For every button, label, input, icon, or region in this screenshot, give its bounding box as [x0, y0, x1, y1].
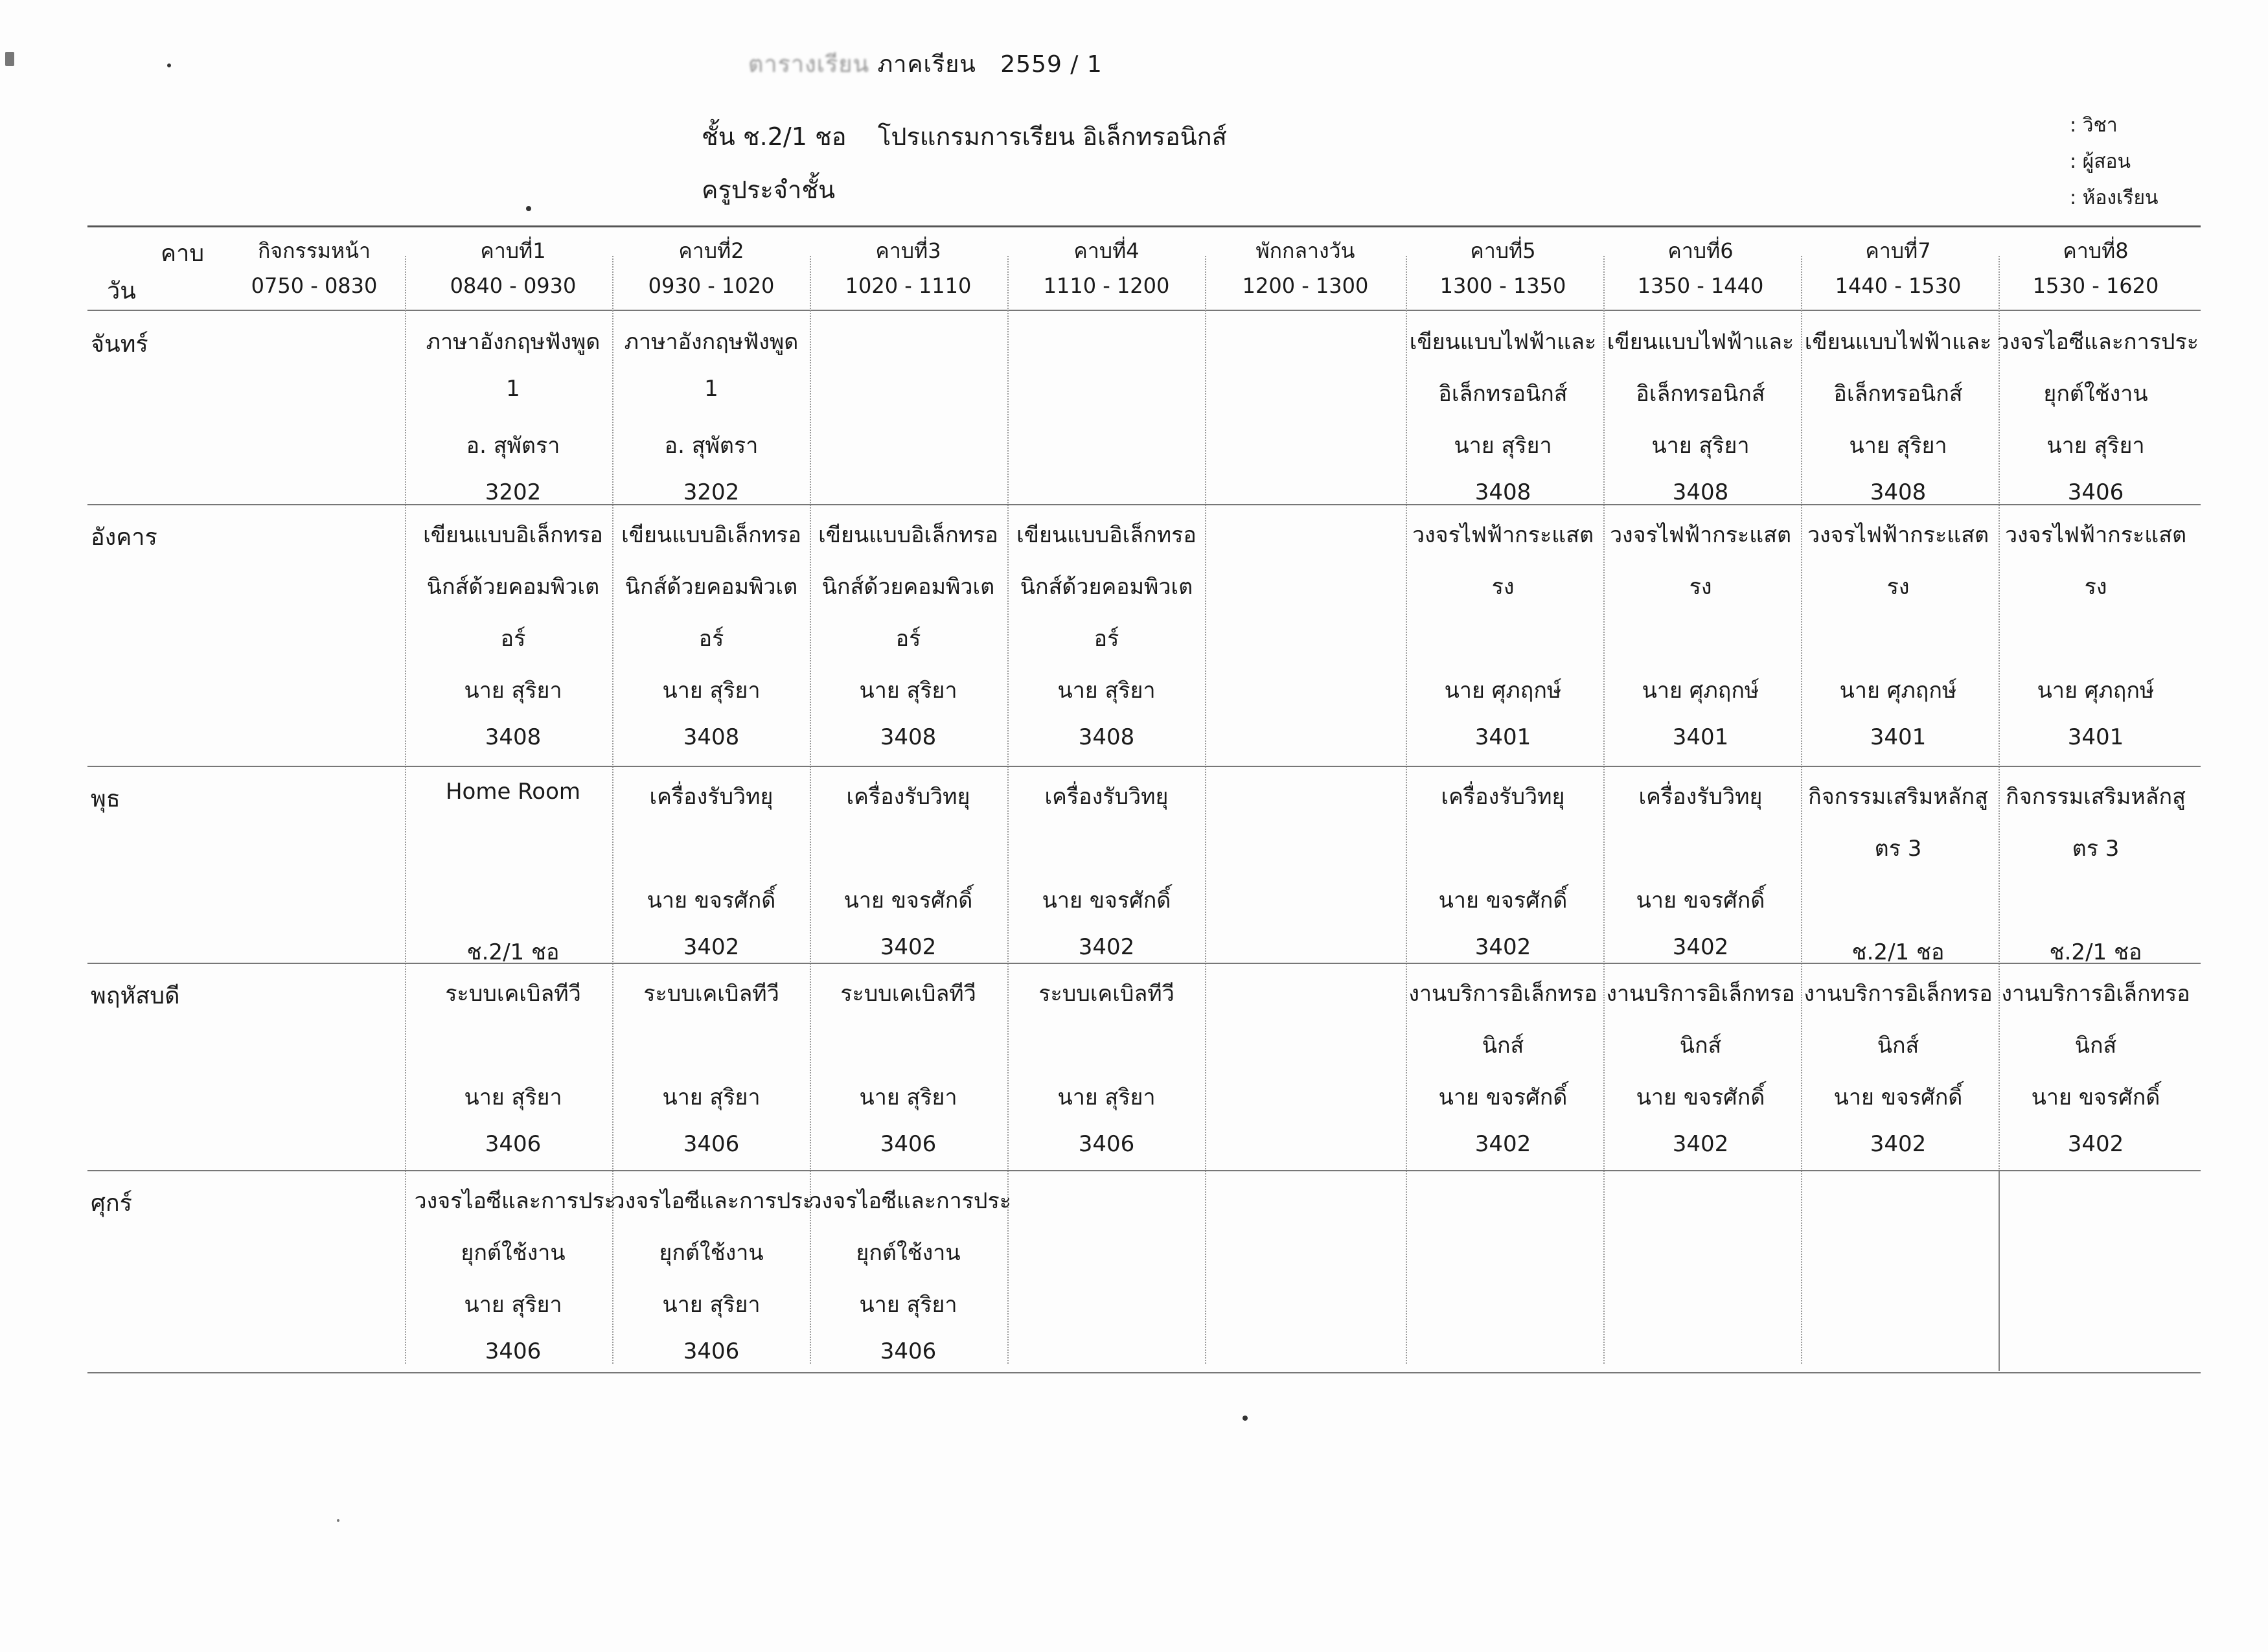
schedule-cell	[612, 1183, 815, 1372]
cell-room: 3202	[485, 479, 542, 505]
column-header	[415, 233, 612, 304]
cell-subject-line: เครื่องรับวิทยุ	[846, 784, 970, 810]
scan-speck	[167, 63, 171, 67]
column-name: คาบที่2	[678, 238, 744, 263]
cell-subject-line: เครื่องรับวิทยุ	[1638, 784, 1763, 810]
schedule-cell	[1404, 976, 1602, 1170]
legend	[2070, 108, 2159, 216]
cell-teacher: นาย ขจรศักดิ์	[1438, 888, 1568, 913]
schedule-cell	[1602, 779, 1800, 963]
cell-subject-line: รง	[1689, 574, 1712, 600]
cell-teacher: นาย ศุภฤกษ์	[1444, 678, 1562, 704]
column-time: 1020 - 1110	[845, 273, 972, 298]
column-name: คาบที่5	[1470, 238, 1536, 263]
cell-subject-line: งานบริการอิเล็กทรอ	[1408, 981, 1598, 1007]
row-divider	[87, 1372, 2201, 1373]
cell-subject-line: วงจรไอซีและการประ	[809, 1188, 1012, 1214]
cell-room: 3406	[683, 1338, 740, 1364]
column-divider	[1999, 1170, 2000, 1371]
cell-subject-line: วงจรไอซีและการประ	[612, 1188, 815, 1214]
cell-subject-line: ภาษาอังกฤษฟังพูด	[426, 329, 601, 355]
scan-speck	[337, 1519, 339, 1522]
cell-subject-line: ตร 3	[1874, 836, 1922, 862]
schedule-cell	[1602, 976, 1800, 1170]
row-divider	[87, 766, 2201, 767]
schedule-cell	[415, 517, 612, 766]
cell-room: 3406	[485, 1131, 542, 1157]
column-time: 0930 - 1020	[648, 273, 775, 298]
cell-teacher: นาย สุริยา	[464, 1292, 562, 1318]
cell-room: 3406	[2067, 479, 2124, 505]
cell-room: 3408	[485, 724, 542, 750]
column-header	[216, 233, 413, 304]
cell-teacher: นาย สุริยา	[859, 1084, 957, 1110]
cell-teacher: นาย ขจรศักดิ์	[2031, 1084, 2160, 1110]
schedule-cell	[1800, 976, 1997, 1170]
cell-room: 3408	[1474, 479, 1531, 505]
cell-teacher: นาย ขจรศักดิ์	[1833, 1084, 1963, 1110]
schedule-cell	[1404, 517, 1602, 766]
cell-subject-line: วงจรไฟฟ้ากระแสต	[1807, 522, 1989, 548]
cell-teacher: นาย สุริยา	[662, 678, 761, 704]
schedule-cell	[810, 517, 1007, 766]
semester-value: 2559 / 1	[1000, 51, 1103, 78]
column-header	[1602, 233, 1800, 304]
cell-room: ช.2/1 ชอ	[2049, 939, 2142, 965]
column-header	[1404, 233, 1602, 304]
cell-room: 3402	[1672, 934, 1729, 960]
cell-subject-line: ยุกต์ใช้งาน	[461, 1240, 566, 1266]
cell-teacher: นาย สุริยา	[859, 1292, 957, 1318]
cell-teacher: นาย ขจรศักดิ์	[1042, 888, 1171, 913]
schedule-cell	[810, 779, 1007, 963]
cell-subject-line: วงจรไฟฟ้ากระแสต	[1609, 522, 1792, 548]
cell-subject-line: กิจกรรมเสริมหลักสู	[1808, 784, 1988, 810]
column-time: 1440 - 1530	[1835, 273, 1962, 298]
cell-subject-line: รง	[1491, 574, 1515, 600]
cell-teacher: นาย สุริยา	[662, 1084, 761, 1110]
scan-speck	[1243, 1416, 1248, 1421]
schedule-cell	[415, 779, 612, 963]
schedule-cell	[1997, 976, 2195, 1170]
cell-subject-line: อิเล็กทรอนิกส์	[1636, 381, 1765, 407]
column-time: 1300 - 1350	[1439, 273, 1566, 298]
cell-subject-line: นิกส์	[1877, 1033, 1919, 1059]
cell-subject-line: ภาษาอังกฤษฟังพูด	[624, 329, 799, 355]
cell-subject-line: นิกส์ด้วยคอมพิวเต	[1020, 574, 1193, 600]
cell-room: 3402	[2067, 1131, 2124, 1157]
cell-teacher: นาย ขจรศักดิ์	[1438, 1084, 1568, 1110]
schedule-cell	[1997, 779, 2195, 963]
cell-room: 3401	[1870, 724, 1927, 750]
cell-subject-line: ยุกต์ใช้งาน	[2043, 381, 2148, 407]
column-name: กิจกรรมหน้า	[258, 238, 371, 263]
cell-subject-line: งานบริการอิเล็กทรอ	[1606, 981, 1795, 1007]
schedule-cell	[1008, 976, 1206, 1170]
cell-room: 3406	[880, 1131, 937, 1157]
legend-teacher: : ผู้สอน	[2070, 150, 2131, 173]
schedule-cell	[1404, 324, 1602, 504]
scan-speck	[526, 206, 531, 211]
cell-subject-line: นิกส์	[2074, 1033, 2117, 1059]
cell-subject-line: รง	[2084, 574, 2107, 600]
cell-teacher: นาย ขจรศักดิ์	[1636, 888, 1765, 913]
cell-teacher: อ. สุพัตรา	[466, 433, 560, 459]
cell-subject-line: เขียนแบบไฟฟ้าและ	[1607, 329, 1794, 355]
cell-teacher: นาย สุริยา	[464, 678, 562, 704]
cell-subject-line: เครื่องรับวิทยุ	[649, 784, 773, 810]
day-label: พุธ	[91, 786, 120, 812]
schedule-cell	[810, 976, 1007, 1170]
cell-teacher: นาย สุริยา	[464, 1084, 562, 1110]
cell-subject-line: นิกส์ด้วยคอมพิวเต	[624, 574, 798, 600]
cell-subject-line: เขียนแบบอิเล็กทรอ	[1016, 522, 1197, 548]
program-label: โปรแกรมการเรียน อิเล็กทรอนิกส์	[877, 122, 1227, 151]
cell-teacher: นาย ขจรศักดิ์	[1636, 1084, 1765, 1110]
cell-subject-line: วงจรไอซีและการประ	[1997, 329, 2199, 355]
cell-subject-line: อร์	[500, 626, 526, 652]
cell-room: 3401	[2067, 724, 2124, 750]
cell-subject-line: 1	[506, 376, 520, 402]
column-header	[1800, 233, 1997, 304]
cell-subject-line: งานบริการอิเล็กทรอ	[2001, 981, 2190, 1007]
cell-room: 3202	[683, 479, 740, 505]
cell-subject-line: ระบบเคเบิลทีวี	[1038, 981, 1174, 1007]
legend-subject: : วิชา	[2070, 114, 2118, 137]
cell-subject-line: นิกส์ด้วยคอมพิวเต	[821, 574, 995, 600]
column-header	[1008, 233, 1206, 304]
cell-room: 3402	[1672, 1131, 1729, 1157]
cell-teacher: นาย สุริยา	[1057, 1084, 1156, 1110]
column-header	[1997, 233, 2195, 304]
column-name: พักกลางวัน	[1255, 238, 1355, 263]
class-label: ชั้น ช.2/1 ชอ	[702, 122, 847, 151]
cell-subject-line: ตร 3	[2072, 836, 2120, 862]
cell-room: 3402	[1474, 934, 1531, 960]
schedule-cell	[613, 976, 810, 1170]
schedule-cell	[1008, 517, 1206, 766]
cell-subject-line: Home Room	[445, 779, 581, 805]
cell-teacher: นาย ศุภฤกษ์	[1642, 678, 1759, 704]
cell-teacher: นาย ขจรศักดิ์	[647, 888, 776, 913]
column-name: คาบที่4	[1073, 238, 1140, 263]
cell-room: 3402	[1078, 934, 1135, 960]
cell-subject-line: เขียนแบบอิเล็กทรอ	[423, 522, 603, 548]
schedule-cell	[1800, 779, 1997, 963]
cell-subject-line: อิเล็กทรอนิกส์	[1833, 381, 1963, 407]
schedule-cell	[1602, 517, 1800, 766]
cell-subject-line: ระบบเคเบิลทีวี	[840, 981, 976, 1007]
schedule-cell	[1997, 324, 2199, 505]
homeroom-teacher-label: ครูประจำชั้น	[702, 176, 836, 204]
semester-label: ภาคเรียน	[877, 51, 976, 78]
cell-subject-line: รง	[1886, 574, 1910, 600]
day-label: ศุกร์	[91, 1190, 132, 1217]
cell-subject-line: วงจรไฟฟ้ากระแสต	[1412, 522, 1594, 548]
cell-room: ช.2/1 ชอ	[1851, 939, 1945, 965]
column-name: คาบที่1	[480, 238, 546, 263]
cell-subject-line: นิกส์	[1482, 1033, 1524, 1059]
schedule-cell	[1602, 324, 1800, 504]
cell-subject-line: ระบบเคเบิลทีวี	[445, 981, 581, 1007]
cell-subject-line: เขียนแบบไฟฟ้าและ	[1804, 329, 1992, 355]
schedule-cell	[415, 976, 612, 1170]
schedule-cell	[613, 324, 810, 504]
cell-subject-line: ยุกต์ใช้งาน	[856, 1240, 961, 1266]
class-program-line	[702, 117, 1227, 156]
cell-room: 3406	[683, 1131, 740, 1157]
column-time: 1200 - 1300	[1242, 273, 1369, 298]
cell-room: 3401	[1474, 724, 1531, 750]
cell-subject-line: ยุกต์ใช้งาน	[659, 1240, 764, 1266]
column-name: คาบที่8	[2063, 238, 2129, 263]
cell-subject-line: เขียนแบบอิเล็กทรอ	[621, 522, 801, 548]
cell-subject-line: นิกส์ด้วยคอมพิวเต	[426, 574, 600, 600]
schedule-cell	[809, 1183, 1012, 1372]
cell-room: ช.2/1 ชอ	[466, 939, 560, 965]
cell-teacher: นาย สุริยา	[1849, 433, 1947, 459]
column-time: 1110 - 1200	[1043, 273, 1170, 298]
day-label: อังคาร	[91, 524, 157, 551]
column-time: 0840 - 0930	[450, 273, 577, 298]
day-label: จันทร์	[91, 331, 148, 358]
schedule-cell	[613, 779, 810, 963]
cell-subject-line: เครื่องรับวิทยุ	[1441, 784, 1565, 810]
column-name: คาบที่3	[875, 238, 941, 263]
cell-teacher: นาย ศุภฤกษ์	[1839, 678, 1957, 704]
row-divider	[87, 1170, 2201, 1171]
cell-subject-line: เขียนแบบไฟฟ้าและ	[1409, 329, 1597, 355]
column-time: 0750 - 0830	[251, 273, 378, 298]
cell-subject-line: อร์	[895, 626, 921, 652]
cell-subject-line: วงจรไฟฟ้ากระแสต	[2004, 522, 2187, 548]
column-time: 1530 - 1620	[2032, 273, 2159, 298]
cell-subject-line: 1	[704, 376, 718, 402]
cell-room: 3406	[485, 1338, 542, 1364]
cell-teacher: อ. สุพัตรา	[664, 433, 759, 459]
cell-teacher: นาย สุริยา	[1651, 433, 1750, 459]
column-name: คาบที่7	[1865, 238, 1931, 263]
cell-teacher: นาย ศุภฤกษ์	[2037, 678, 2155, 704]
cell-subject-line: ระบบเคเบิลทีวี	[643, 981, 779, 1007]
cell-teacher: นาย สุริยา	[859, 678, 957, 704]
column-divider	[405, 256, 406, 1364]
legend-room: : ห้องเรียน	[2070, 187, 2159, 209]
schedule-cell	[1404, 779, 1602, 963]
cell-teacher: นาย สุริยา	[662, 1292, 761, 1318]
cell-subject-line: เขียนแบบอิเล็กทรอ	[818, 522, 998, 548]
schedule-cell	[613, 517, 810, 766]
cell-subject-line: อร์	[1094, 626, 1119, 652]
cell-subject-line: กิจกรรมเสริมหลักสู	[2006, 784, 2186, 810]
schedule-cell	[1008, 779, 1206, 963]
cell-room: 3408	[683, 724, 740, 750]
title-smudged: ตารางเรียน	[748, 51, 870, 78]
column-header	[613, 233, 810, 304]
cell-room: 3402	[880, 934, 937, 960]
cell-teacher: นาย สุริยา	[1454, 433, 1552, 459]
cell-teacher: นาย สุริยา	[1057, 678, 1156, 704]
cell-room: 3408	[1078, 724, 1135, 750]
schedule-cell	[1800, 324, 1997, 504]
cell-room: 3408	[1672, 479, 1729, 505]
cell-room: 3402	[1474, 1131, 1531, 1157]
cell-room: 3406	[880, 1338, 937, 1364]
column-time: 1350 - 1440	[1637, 273, 1764, 298]
schedule-cell	[1800, 517, 1997, 766]
schedule-cell	[414, 1183, 617, 1372]
table-top-rule	[87, 225, 2201, 227]
page-title	[748, 45, 1103, 82]
cell-room: 3401	[1672, 724, 1729, 750]
column-name: คาบที่6	[1667, 238, 1734, 263]
cell-subject-line: อิเล็กทรอนิกส์	[1438, 381, 1568, 407]
day-label: พฤหัสบดี	[91, 983, 180, 1009]
schedule-cell	[1997, 517, 2195, 766]
cell-room: 3406	[1078, 1131, 1135, 1157]
cell-teacher: นาย ขจรศักดิ์	[843, 888, 973, 913]
cell-subject-line: งานบริการอิเล็กทรอ	[1804, 981, 1993, 1007]
cell-room: 3408	[1870, 479, 1927, 505]
corner-period-label: คาบ	[161, 240, 205, 267]
cell-room: 3408	[880, 724, 937, 750]
column-header	[810, 233, 1007, 304]
column-header	[1207, 233, 1404, 304]
cell-teacher: นาย สุริยา	[2046, 433, 2145, 459]
cell-subject-line: วงจรไอซีและการประ	[414, 1188, 617, 1214]
scan-edge-mark	[5, 52, 14, 66]
cell-room: 3402	[1870, 1131, 1927, 1157]
cell-room: 3402	[683, 934, 740, 960]
corner-day-label: วัน	[107, 278, 136, 304]
schedule-cell	[415, 324, 612, 504]
cell-subject-line: เครื่องรับวิทยุ	[1044, 784, 1169, 810]
cell-subject-line: อร์	[698, 626, 724, 652]
cell-subject-line: นิกส์	[1679, 1033, 1722, 1059]
